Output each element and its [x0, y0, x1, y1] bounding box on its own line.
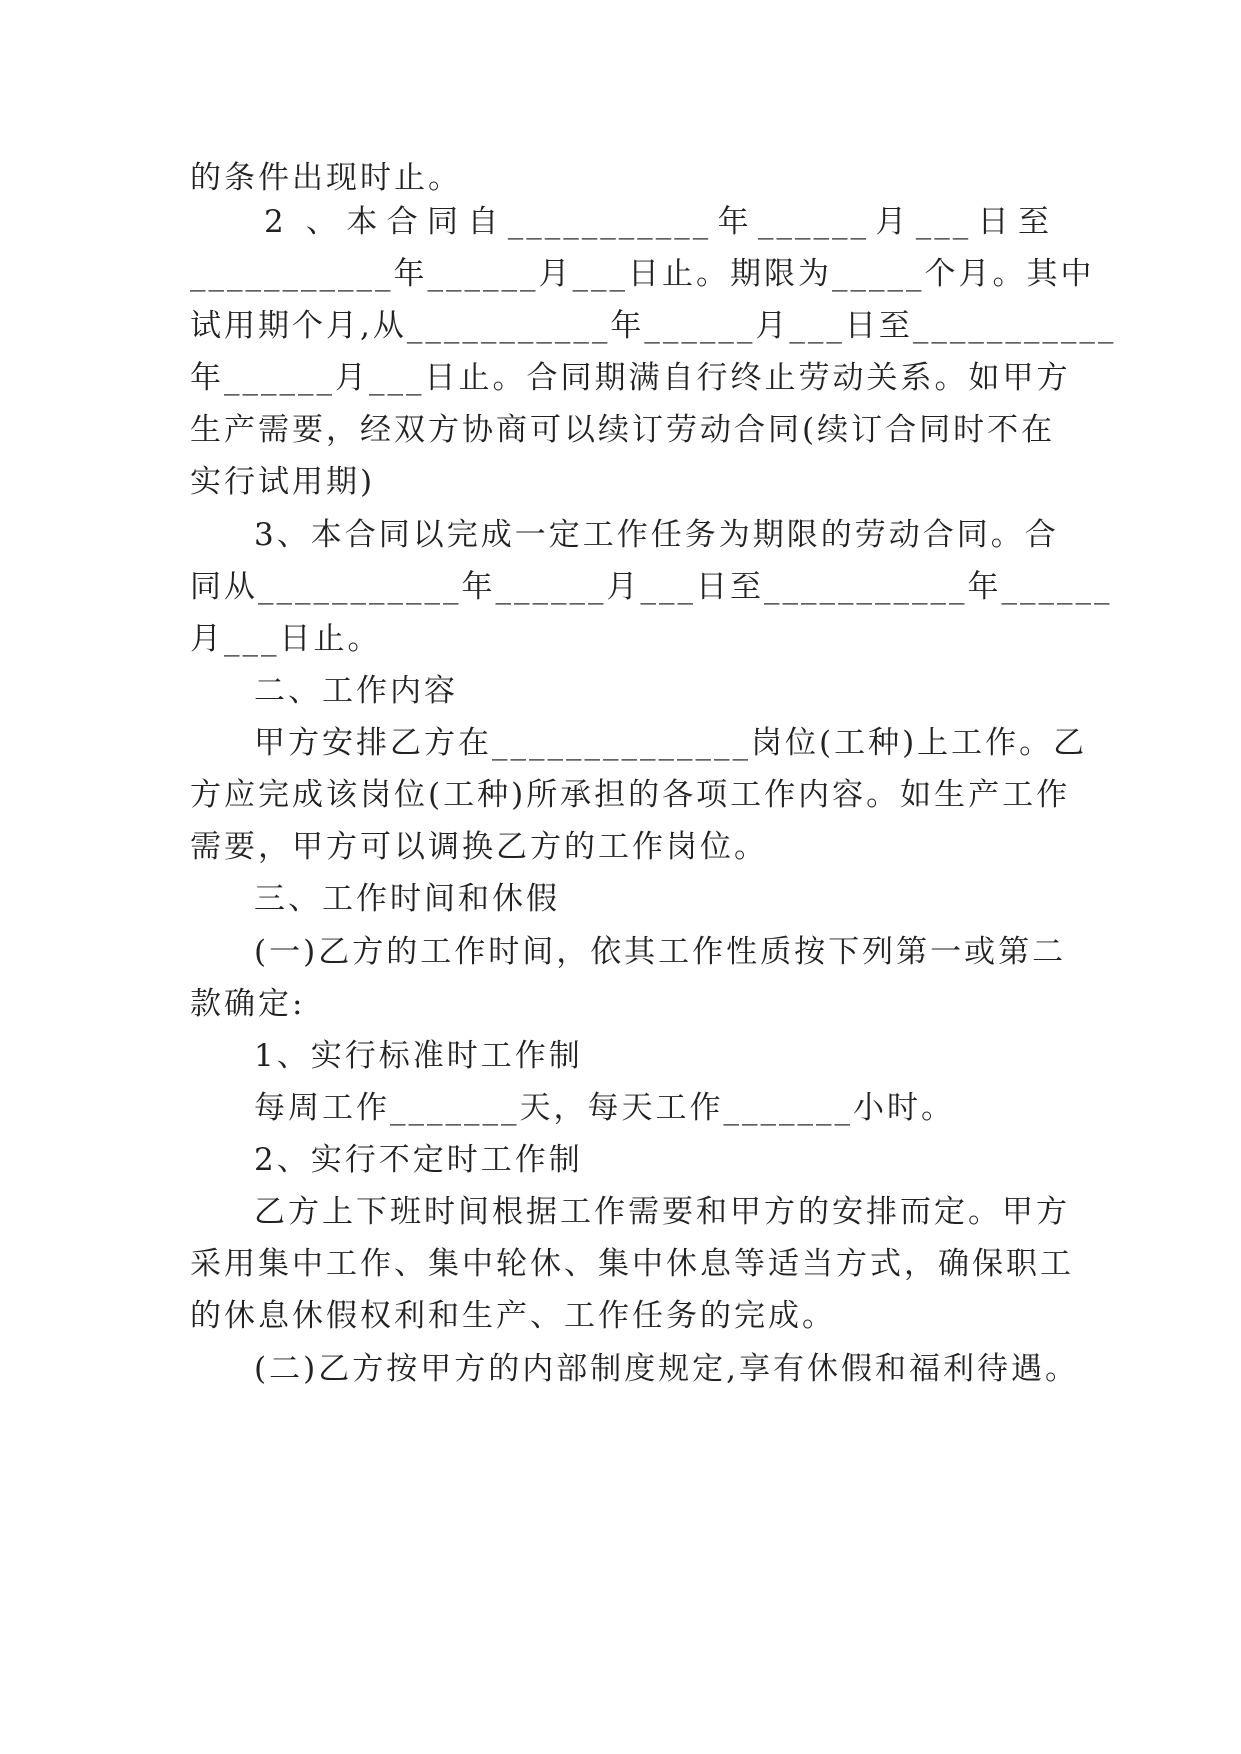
text-line: 每周工作_______天，每天工作_______小时。: [254, 1090, 955, 1126]
text-line: 年______月___日止。合同期满自行终止劳动关系。如甲方: [190, 360, 1071, 396]
section-heading: 二、工作内容: [254, 673, 458, 709]
text-line: 1、实行标准时工作制: [254, 1038, 583, 1074]
text-line: 实行试用期): [190, 464, 376, 500]
text-line: 采用集中工作、集中轮休、集中休息等适当方式，确保职工: [190, 1246, 1074, 1282]
text-line: 乙方上下班时间根据工作需要和甲方的安排而定。甲方: [254, 1194, 1070, 1230]
text-line: 的休息休假权利和生产、工作任务的完成。: [190, 1298, 836, 1334]
text-line: 3、本合同以完成一定工作任务为期限的劳动合同。合: [254, 517, 1059, 553]
text-line: 款确定:: [190, 986, 306, 1022]
text-line: 2 、本合同自___________年______月___日至: [264, 204, 1052, 240]
text-line: 甲方安排乙方在______________岗位(工种)上工作。乙: [254, 725, 1088, 761]
text-line: ___________年______月___日止。期限为_____个月。其中: [190, 256, 1095, 292]
text-line: (一)乙方的工作时间，依其工作性质按下列第一或第二: [254, 934, 1067, 970]
text-line: 同从___________年______月___日至___________年______: [190, 569, 1113, 605]
section-heading: 三、工作时间和休假: [254, 881, 560, 917]
text-line: 需要，甲方可以调换乙方的工作岗位。: [190, 829, 768, 865]
text-line: 生产需要，经双方协商可以续订劳动合同(续订合同时不在: [190, 412, 1056, 448]
text-line: 方应完成该岗位(工种)所承担的各项工作内容。如生产工作: [190, 777, 1071, 813]
text-line: 2、实行不定时工作制: [254, 1142, 583, 1178]
text-line: 月___日止。: [190, 621, 382, 657]
text-line: 的条件出现时止。: [190, 160, 462, 196]
text-line: 试用期个月,从___________年______月___日至___________: [190, 308, 1117, 344]
text-line: (二)乙方按甲方的内部制度规定,享有休假和福利待遇。: [254, 1351, 1080, 1387]
